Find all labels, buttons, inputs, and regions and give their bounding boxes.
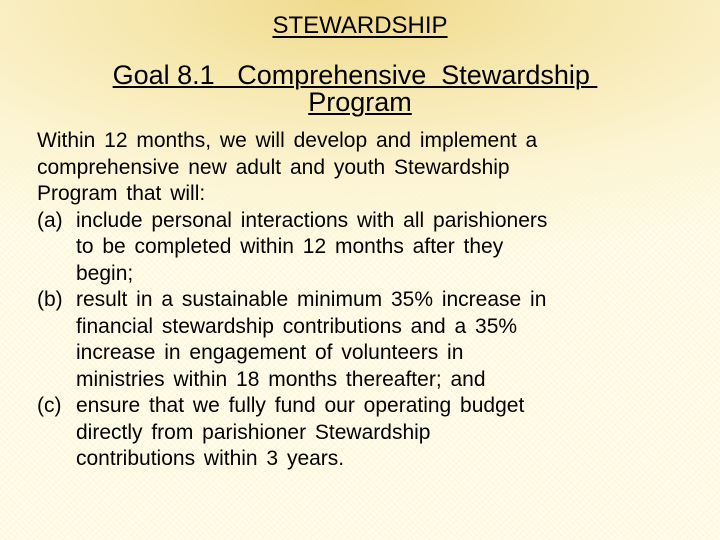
list-item-b [37,287,697,393]
intro-line: comprehensive new adult and youth Stewardship [37,155,510,179]
list-item-line: contributions within 3 years. [76,447,345,470]
list-marker: (b) [37,288,63,311]
list-item-line: to be completed within 12 months after they [76,235,504,258]
list-item-line: financial stewardship contributions and a 35% [76,314,518,338]
goal-title-line-2: Program [308,87,412,117]
list-item-line: ensure that we fully fund our operating budget [76,394,525,417]
intro-line: Within 12 months, we will develop and implement a [37,129,538,152]
intro-line: Program that will: [37,182,206,205]
list-marker: (a) [37,208,63,232]
section-heading: STEWARDSHIP [272,12,448,39]
list-item-line: result in a sustainable minimum 35% increase in [76,288,547,311]
list-item-c [37,393,697,473]
goal-description [37,128,697,473]
goal-title [0,62,720,116]
list-item-a [37,208,697,288]
goal-title-line-1: Goal 8.1 Comprehensive Stewardship [112,60,598,90]
list-marker: (c) [37,394,62,417]
list-item-line: increase in engagement of volunteers in [76,341,464,364]
list-item-line: directly from parishioner Stewardship [76,420,431,444]
list-item-line: include personal interactions with all parishioners [76,208,548,232]
list-item-line: begin; [76,261,134,285]
list-item-line: ministries within 18 months thereafter; and [76,367,486,391]
